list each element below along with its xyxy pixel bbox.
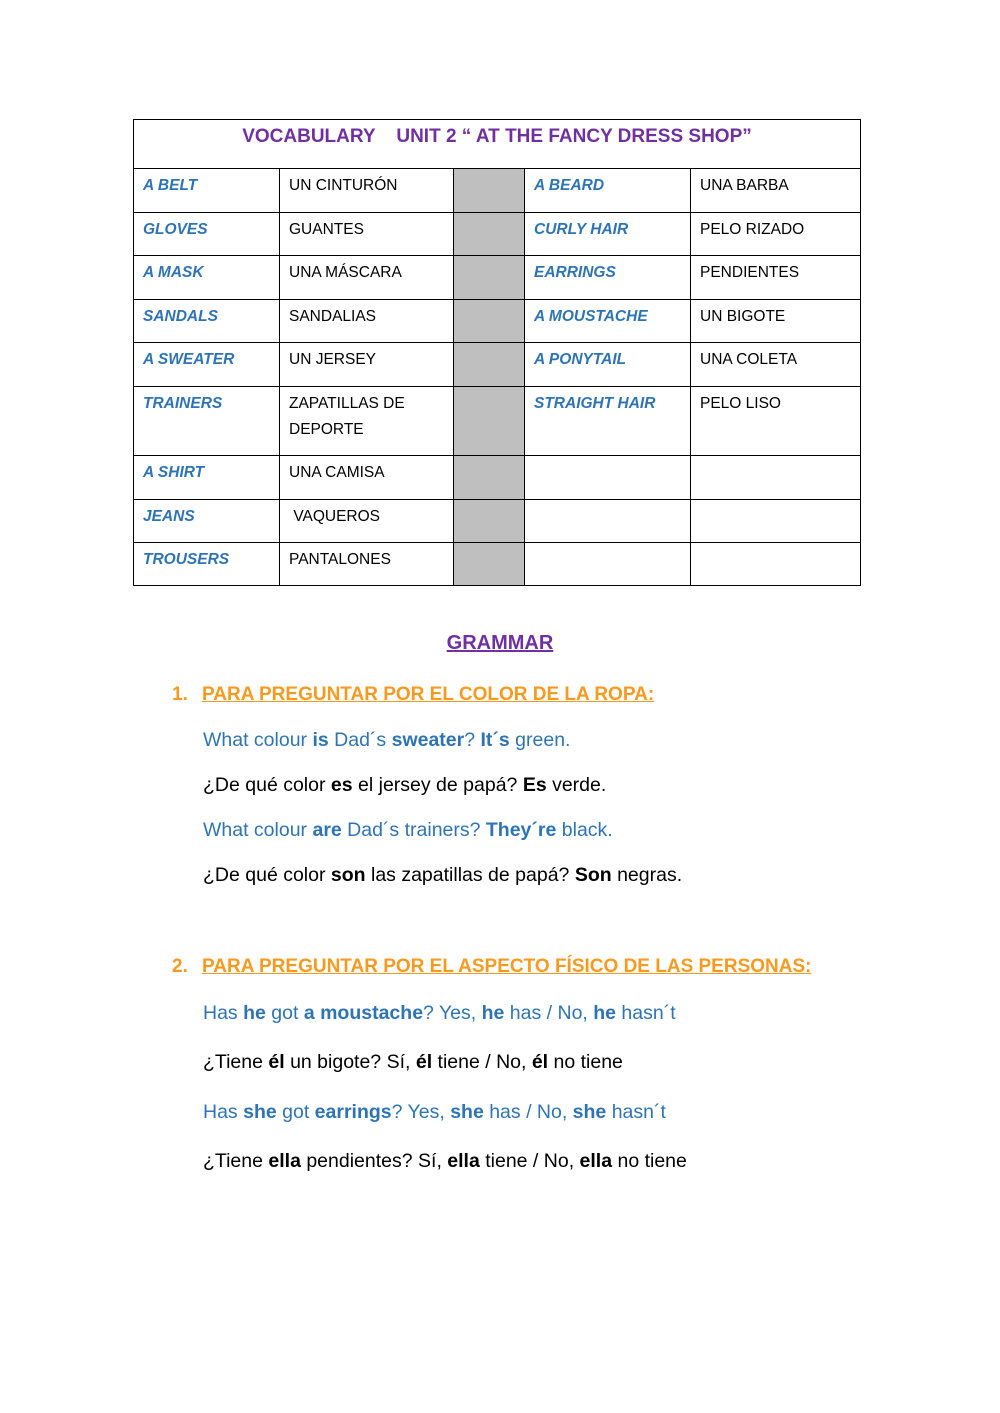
- vocabulary-spanish-right: PELO RIZADO: [691, 213, 861, 256]
- text: ¿De qué color: [203, 864, 331, 886]
- vocabulary-english-right: [525, 500, 691, 543]
- bold-text: he: [593, 1002, 617, 1024]
- vocabulary-spanish-left: SANDALIAS: [280, 300, 454, 343]
- vocabulary-english-left: TRAINERS: [134, 387, 280, 456]
- bold-text: ella: [447, 1150, 480, 1172]
- vocabulary-spanish-left: GUANTES: [280, 213, 454, 256]
- text: pendientes? Sí,: [300, 1150, 448, 1172]
- bold-text: Es: [522, 774, 547, 796]
- vocabulary-divider-cell: [454, 213, 525, 256]
- vocabulary-spanish-left: VAQUEROS: [280, 500, 454, 543]
- bold-text: a moustache: [303, 1002, 424, 1024]
- vocabulary-row: [134, 500, 861, 543]
- vocabulary-title: VOCABULARY UNIT 2 “ AT THE FANCY DRESS SHOP”: [134, 120, 861, 169]
- vocabulary-spanish-left: UN JERSEY: [280, 343, 454, 387]
- vocabulary-english-right: [525, 543, 691, 586]
- section-2-line-4: [203, 1150, 687, 1173]
- text: las zapatillas de papá?: [365, 864, 575, 886]
- vocabulary-row: [134, 169, 861, 213]
- vocabulary-english-right: [525, 456, 691, 500]
- section-1-line-2: [203, 774, 606, 797]
- text: un bigote? Sí,: [284, 1051, 416, 1073]
- vocabulary-divider-cell: [454, 500, 525, 543]
- vocabulary-row: [134, 343, 861, 387]
- text: el jersey de papá?: [352, 774, 523, 796]
- vocabulary-row: [134, 256, 861, 300]
- text: tiene / No,: [432, 1051, 532, 1073]
- text: ? Yes,: [423, 1002, 482, 1024]
- vocabulary-spanish-right: PENDIENTES: [691, 256, 861, 300]
- bold-text: él: [531, 1051, 549, 1073]
- vocabulary-spanish-left: UNA MÁSCARA: [280, 256, 454, 300]
- vocabulary-english-left: TROUSERS: [134, 543, 280, 586]
- bold-text: is: [312, 729, 329, 751]
- section-1-line-3: [203, 819, 613, 842]
- text: ¿De qué color: [203, 774, 331, 796]
- bold-text: él: [415, 1051, 433, 1073]
- grammar-heading: GRAMMAR: [446, 632, 554, 654]
- text: has / No,: [504, 1002, 594, 1024]
- vocabulary-spanish-left: UN CINTURÓN: [280, 169, 454, 213]
- vocabulary-divider-cell: [454, 456, 525, 500]
- text: verde.: [546, 774, 607, 796]
- text: got: [276, 1101, 315, 1123]
- text: Dad´s trainers?: [341, 819, 486, 841]
- bold-text: he: [243, 1002, 266, 1024]
- vocabulary-table: [133, 119, 861, 586]
- text: hasn´t: [606, 1101, 666, 1123]
- vocabulary-spanish-right: [691, 456, 861, 500]
- vocabulary-english-left: SANDALS: [134, 300, 280, 343]
- vocabulary-english-left: A SWEATER: [134, 343, 280, 387]
- vocabulary-divider-cell: [454, 256, 525, 300]
- section-2-heading: [172, 956, 811, 978]
- vocabulary-english-right: EARRINGS: [525, 256, 691, 300]
- vocabulary-spanish-left: UNA CAMISA: [280, 456, 454, 500]
- bold-text: ella: [579, 1150, 613, 1172]
- section-2-number: 2.: [172, 956, 188, 977]
- vocabulary-row: [134, 213, 861, 256]
- vocabulary-row: [134, 300, 861, 343]
- section-1-line-4: [203, 864, 682, 887]
- vocabulary-spanish-right: UNA COLETA: [691, 343, 861, 387]
- section-1-line-1: [203, 729, 570, 752]
- vocabulary-english-right: STRAIGHT HAIR: [525, 387, 691, 456]
- text: Has: [203, 1101, 244, 1123]
- vocabulary-title-row: [134, 120, 861, 169]
- text: ?: [464, 729, 481, 751]
- vocabulary-divider-cell: [454, 387, 525, 456]
- text: no tiene: [548, 1051, 623, 1073]
- bold-text: él: [268, 1051, 285, 1073]
- text: tiene / No,: [479, 1150, 580, 1172]
- text: Dad´s: [328, 729, 392, 751]
- text: ¿Tiene: [203, 1150, 269, 1172]
- vocabulary-english-right: CURLY HAIR: [525, 213, 691, 256]
- vocabulary-spanish-left: ZAPATILLAS DE DEPORTE: [280, 387, 454, 456]
- bold-text: It´s: [480, 729, 510, 751]
- text: ¿Tiene: [203, 1051, 269, 1073]
- section-1-heading: [172, 684, 654, 706]
- bold-text: sweater: [391, 729, 465, 751]
- bold-text: earrings: [314, 1101, 392, 1123]
- section-2-line-1: [203, 1002, 676, 1025]
- vocabulary-spanish-right: [691, 500, 861, 543]
- text: green.: [509, 729, 571, 751]
- bold-text: she: [243, 1101, 277, 1123]
- bold-text: she: [450, 1101, 484, 1123]
- vocabulary-english-left: A SHIRT: [134, 456, 280, 500]
- text: no tiene: [612, 1150, 687, 1172]
- section-2-line-3: [203, 1101, 666, 1124]
- vocabulary-spanish-right: UN BIGOTE: [691, 300, 861, 343]
- vocabulary-spanish-left: PANTALONES: [280, 543, 454, 586]
- vocabulary-english-right: A PONYTAIL: [525, 343, 691, 387]
- bold-text: ella: [268, 1150, 301, 1172]
- bold-text: he: [481, 1002, 505, 1024]
- text: has / No,: [483, 1101, 573, 1123]
- bold-text: Son: [574, 864, 612, 886]
- text: got: [265, 1002, 304, 1024]
- vocabulary-divider-cell: [454, 169, 525, 213]
- vocabulary-spanish-right: PELO LISO: [691, 387, 861, 456]
- vocabulary-english-left: JEANS: [134, 500, 280, 543]
- section-1-number: 1.: [172, 684, 188, 705]
- vocabulary-spanish-right: UNA BARBA: [691, 169, 861, 213]
- vocabulary-spanish-right: [691, 543, 861, 586]
- bold-text: she: [572, 1101, 607, 1123]
- vocabulary-divider-cell: [454, 343, 525, 387]
- vocabulary-english-left: GLOVES: [134, 213, 280, 256]
- vocabulary-english-left: A BELT: [134, 169, 280, 213]
- bold-text: son: [330, 864, 366, 886]
- text: hasn´t: [616, 1002, 676, 1024]
- vocabulary-english-right: A MOUSTACHE: [525, 300, 691, 343]
- vocabulary-english-left: A MASK: [134, 256, 280, 300]
- vocabulary-divider-cell: [454, 543, 525, 586]
- text: ? Yes,: [391, 1101, 451, 1123]
- bold-text: are: [312, 819, 342, 841]
- text: What colour: [203, 729, 313, 751]
- bold-text: es: [330, 774, 353, 796]
- vocabulary-english-right: A BEARD: [525, 169, 691, 213]
- text: What colour: [203, 819, 313, 841]
- bold-text: They´re: [485, 819, 557, 841]
- section-2-title: PARA PREGUNTAR POR EL ASPECTO FÍSICO DE LAS PERSONAS:: [202, 956, 812, 977]
- vocabulary-row: [134, 387, 861, 456]
- text: black.: [556, 819, 613, 841]
- text: Has: [203, 1002, 244, 1024]
- vocabulary-divider-cell: [454, 300, 525, 343]
- section-2-line-2: [203, 1051, 623, 1074]
- vocabulary-row: [134, 456, 861, 500]
- vocabulary-row: [134, 543, 861, 586]
- section-1-title: PARA PREGUNTAR POR EL COLOR DE LA ROPA:: [202, 684, 655, 705]
- text: negras.: [611, 864, 683, 886]
